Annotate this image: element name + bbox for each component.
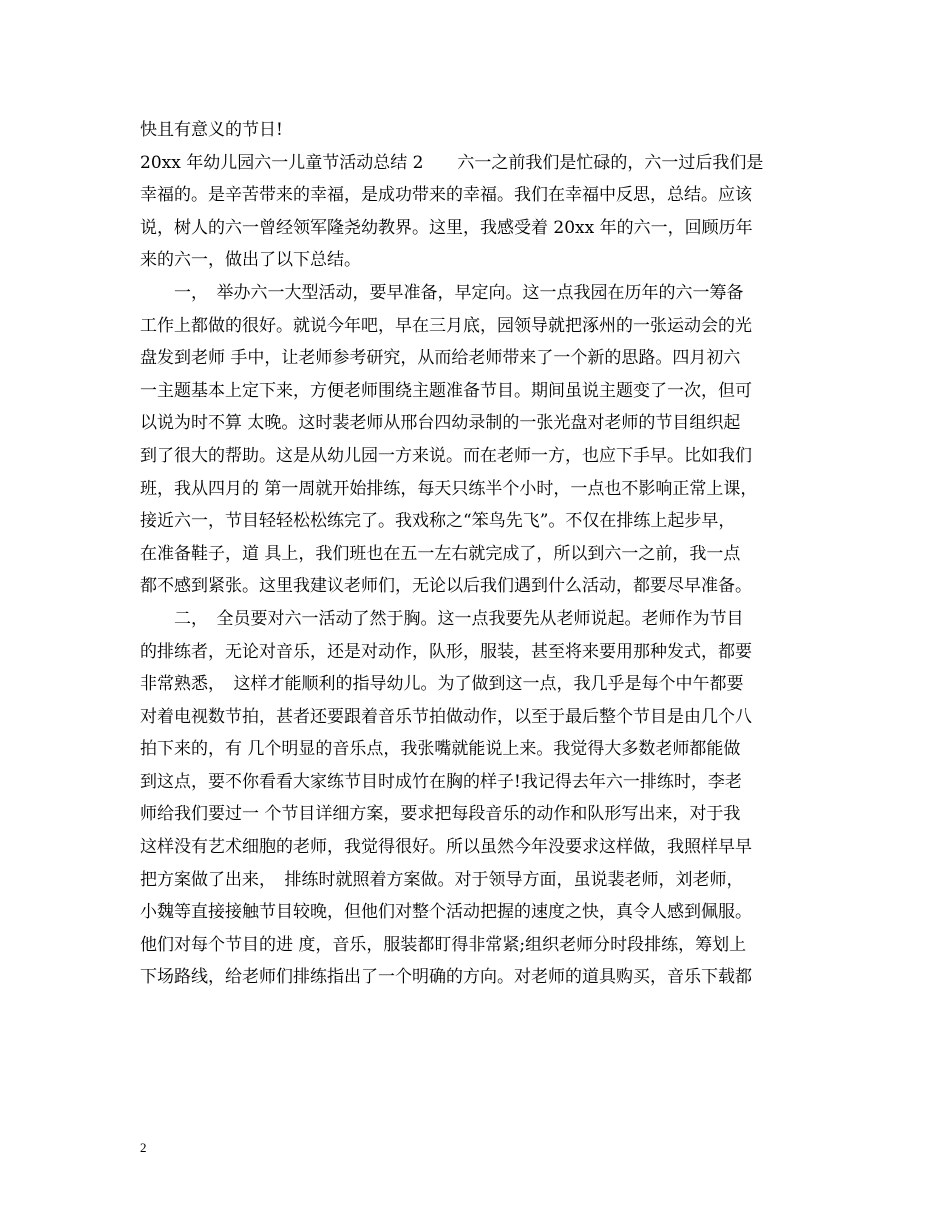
text-line: 对着电视数节拍，甚者还要跟着音乐节拍做动作，以至于最后整个节目是由几个八 [140,706,752,727]
text-line: 非常熟悉， 这样才能顺利的指导幼儿。为了做到这一点，我几乎是每个中午都要 [140,674,744,695]
text-line: 的排练者，无论对音乐，还是对动作，队形，服装，甚至将来要用那种发式，都要 [140,641,752,662]
text-line: 班，我从四月的 第一周就开始排练，每天只练半个小时，一点也不影响正常上课， [140,478,758,499]
text-line: 一主题基本上定下来，方便老师围绕主题准备节目。期间虽说主题变了一次，但可 [140,380,752,401]
text-line: 盘发到老师 手中，让老师参考研究，从而给老师带来了一个新的思路。四月初六 [140,348,741,369]
text-line: 快且有意义的节日! [140,120,283,140]
text-line: 到了很大的帮助。这是从幼儿园一方来说。而在老师一方，也应下手早。比如我们 [140,445,752,466]
text-line: 到这点，要不你看看大家练节目时成竹在胸的样子!我记得去年六一排练时，李老 [140,771,742,792]
text-line: 把方案做了出来， 排练时就照着方案做。对于领导方面，虽说裴老师，刘老师， [140,869,744,890]
text-line: 这样没有艺术细胞的老师，我觉得很好。所以虽然今年没要求这样做，我照样早早 [140,837,752,858]
text-line: 20xx 年幼儿园六一儿童节活动总结 2 六一之前我们是忙碌的，六一过后我们是 [140,152,764,173]
text-line: 幸福的。是辛苦带来的幸福，是成功带来的幸福。我们在幸福中反思，总结。应该 [140,185,752,206]
page-number: 2 [140,1140,147,1155]
text-line: 二， 全员要对六一活动了然于胸。这一点我要先从老师说起。老师作为节目 [140,608,744,629]
text-line: 小魏等直接接触节目较晚，但他们对整个活动把握的速度之快，真令人感到佩服。 [140,902,752,923]
text-line: 接近六一，节目轻轻松松练完了。我戏称之“笨鸟先飞”。不仅在排练上起步早， [140,511,736,532]
text-line: 以说为时不算 太晚。这时裴老师从邢台四幼录制的一张光盘对老师的节目组织起 [140,413,741,434]
text-line: 他们对每个节目的进 度，音乐，服装都盯得非常紧;组织老师分时段排练，筹划上 [140,934,747,955]
text-line: 都不感到紧张。这里我建议老师们，无论以后我们遇到什么活动，都要尽早准备。 [140,576,752,597]
text-line: 拍下来的，有 几个明显的音乐点，我张嘴就能说上来。我觉得大多数老师都能做 [140,739,741,760]
text-line: 在准备鞋子，道 具上，我们班也在五一左右就完成了，所以到六一之前，我一点 [140,543,741,564]
text-line: 说，树人的六一曾经领军隆尧幼教界。这里，我感受着 20xx 年的六一，回顾历年 [140,217,753,238]
text-line: 工作上都做的很好。就说今年吧，早在三月底，园领导就把涿州的一张运动会的光 [140,315,752,336]
body-text [140,114,820,994]
text-line: 师给我们要过一 个节目详细方案，要求把每段音乐的动作和队形写出来，对于我 [140,804,741,825]
text-line: 一， 举办六一大型活动，要早准备，早定向。这一点我园在历年的六一筹备 [140,282,744,303]
text-line: 来的六一，做出了以下总结。 [140,250,361,271]
text-line: 下场路线，给老师们排练指出了一个明确的方向。对老师的道具购买，音乐下载都 [140,967,752,988]
